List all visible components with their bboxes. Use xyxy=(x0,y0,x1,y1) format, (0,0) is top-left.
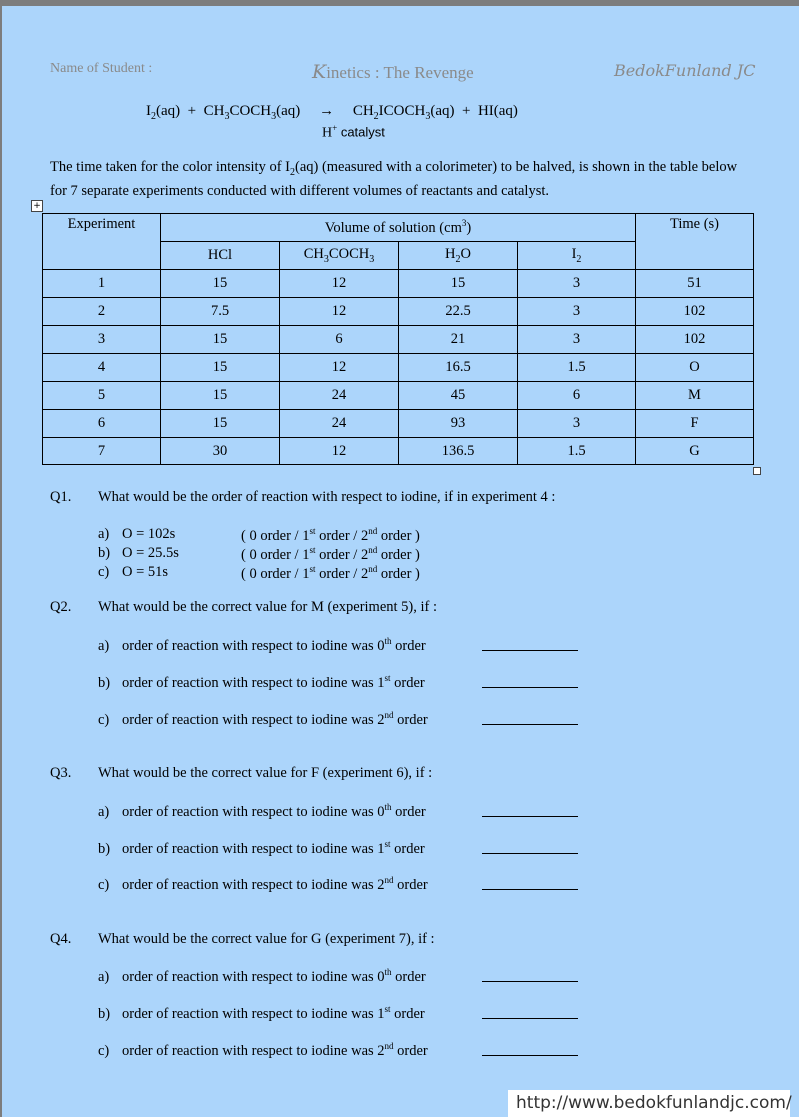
title-initial: K xyxy=(312,61,327,83)
header-water xyxy=(399,242,518,270)
table-move-handle[interactable]: + xyxy=(31,200,43,212)
sub-question xyxy=(98,710,428,729)
catalyst-sup: + xyxy=(332,123,338,133)
option-value: O = 25.5s xyxy=(122,545,179,561)
answer-blank[interactable] xyxy=(482,724,578,725)
sub-question-label: b) xyxy=(98,674,111,691)
q1-option xyxy=(98,526,240,543)
footer-url-banner xyxy=(508,1090,790,1117)
option-label: b) xyxy=(98,545,111,561)
table-cell: 1 xyxy=(43,270,161,298)
order-word: order xyxy=(393,1042,428,1059)
header-acetone xyxy=(280,242,399,270)
table-cell: 1.5 xyxy=(518,354,636,382)
eq-sub: 2 xyxy=(373,111,379,122)
answer-blank[interactable] xyxy=(482,981,578,982)
sub-question xyxy=(98,636,426,655)
order-sup: nd xyxy=(384,1041,394,1051)
header-iodine xyxy=(518,242,636,270)
sub-question xyxy=(98,1041,428,1060)
table-cell: O xyxy=(636,354,754,382)
choice-sup: st xyxy=(309,526,316,536)
header-volume-text: Volume of solution (cm xyxy=(324,219,462,236)
sub-question-text: order of reaction with respect to iodine was xyxy=(122,968,378,985)
choice-text: order / 2 xyxy=(315,565,369,582)
choice-text: order / 2 xyxy=(315,527,369,544)
question-text: What would be the correct value for M (experiment 5), if : xyxy=(98,599,438,615)
choice-sup: nd xyxy=(368,564,378,574)
option-value: O = 51s xyxy=(122,564,169,580)
table-cell: 45 xyxy=(399,382,518,410)
sub-question xyxy=(98,875,428,894)
order-word: order xyxy=(393,876,428,893)
answer-blank[interactable] xyxy=(482,687,578,688)
intro-part2: (aq) (measured with a colorimeter) to be halved, is shown in the table below for 7 separate experiments conducted with different volumes of reactants and catalyst. xyxy=(50,159,738,199)
option-label: c) xyxy=(98,564,110,580)
sub-question-text: order of reaction with respect to iodine was xyxy=(122,803,378,820)
answer-blank[interactable] xyxy=(482,1018,578,1019)
table-cell: 15 xyxy=(161,326,280,354)
order-word: order xyxy=(390,840,425,857)
table-cell: 6 xyxy=(518,382,636,410)
choice-sup: nd xyxy=(368,526,378,536)
table-cell: 102 xyxy=(636,326,754,354)
question-text: What would be the order of reaction with respect to iodine, if in experiment 4 : xyxy=(98,489,556,505)
experiment-table xyxy=(42,213,754,465)
order-sup: st xyxy=(384,1004,391,1014)
catalyst-text: catalyst xyxy=(337,124,385,140)
table-cell: 15 xyxy=(161,382,280,410)
order-number: 0 xyxy=(377,803,385,820)
order-choices[interactable] xyxy=(241,564,420,583)
table-cell: 3 xyxy=(518,326,636,354)
order-choices[interactable] xyxy=(241,545,420,564)
eq-state: (aq) xyxy=(430,103,455,119)
order-sup: th xyxy=(384,802,392,812)
title-suffix: : The Revenge xyxy=(374,63,474,82)
table-cell: 1.5 xyxy=(518,438,636,465)
order-sup: th xyxy=(384,636,392,646)
header-volume-end: ) xyxy=(466,219,472,236)
order-number: 1 xyxy=(377,840,385,857)
intro-paragraph xyxy=(50,158,750,201)
eq-sub: 3 xyxy=(425,111,431,122)
title-rest: inetics xyxy=(326,63,371,82)
question-1 xyxy=(50,489,555,506)
table-cell: 15 xyxy=(161,270,280,298)
eq-sub: 3 xyxy=(271,111,277,122)
header-experiment: Experiment xyxy=(43,214,161,270)
answer-blank[interactable] xyxy=(482,816,578,817)
eq-acetone-mid: COCH xyxy=(229,103,272,119)
choice-text: order ) xyxy=(377,527,420,544)
header-volume xyxy=(161,214,636,242)
water-a: H xyxy=(445,246,456,263)
acetone-sub: 3 xyxy=(323,253,329,265)
sub-question-text: order of reaction with respect to iodine was xyxy=(122,1042,378,1059)
sub-question-text: order of reaction with respect to iodine was xyxy=(122,674,378,691)
order-sup: st xyxy=(384,839,391,849)
choice-text: order / 2 xyxy=(315,546,369,563)
table-cell: 24 xyxy=(280,410,399,438)
table-cell: 51 xyxy=(636,270,754,298)
choice-text: ( 0 order / 1 xyxy=(241,565,310,582)
table-cell: 3 xyxy=(518,298,636,326)
table-cell: 24 xyxy=(280,382,399,410)
choice-text: order ) xyxy=(377,565,420,582)
water-sub: 2 xyxy=(455,253,461,265)
header-volume-sup: 3 xyxy=(461,218,467,229)
answer-blank[interactable] xyxy=(482,1055,578,1056)
eq-hi: HI(aq) xyxy=(477,103,518,119)
sub-question-text: order of reaction with respect to iodine was xyxy=(122,637,378,654)
header-time: Time (s) xyxy=(636,214,754,270)
question-text: What would be the correct value for F (experiment 6), if : xyxy=(98,765,433,781)
table-cell: 7.5 xyxy=(161,298,280,326)
choice-sup: st xyxy=(309,545,316,555)
table-cell: 15 xyxy=(161,410,280,438)
sub-question xyxy=(98,1004,425,1023)
table-cell: 12 xyxy=(280,354,399,382)
question-3 xyxy=(50,765,432,782)
question-number: Q3. xyxy=(50,765,72,781)
choice-sup: nd xyxy=(368,545,378,555)
table-cell: 21 xyxy=(399,326,518,354)
eq-product: CH xyxy=(352,103,374,119)
q1-option xyxy=(98,545,240,562)
order-number: 2 xyxy=(377,711,385,728)
table-cell: 136.5 xyxy=(399,438,518,465)
eq-state: (aq) xyxy=(156,103,181,119)
table-cell: 2 xyxy=(43,298,161,326)
answer-blank[interactable] xyxy=(482,650,578,651)
table-cell: 12 xyxy=(280,438,399,465)
question-number: Q1. xyxy=(50,489,72,505)
option-label: a) xyxy=(98,526,110,542)
sub-question-label: b) xyxy=(98,840,111,857)
table-cell: 6 xyxy=(280,326,399,354)
choice-text: ( 0 order / 1 xyxy=(241,546,310,563)
order-number: 2 xyxy=(377,876,385,893)
table-row xyxy=(43,410,754,438)
question-number: Q2. xyxy=(50,599,72,615)
table-cell: 15 xyxy=(399,270,518,298)
table-cell: 4 xyxy=(43,354,161,382)
order-word: order xyxy=(391,637,426,654)
table-cell: 3 xyxy=(518,270,636,298)
table-cell: 102 xyxy=(636,298,754,326)
order-word: order xyxy=(393,711,428,728)
eq-plus: + xyxy=(461,103,471,119)
table-cell: 12 xyxy=(280,298,399,326)
order-sup: nd xyxy=(384,710,394,720)
eq-plus: + xyxy=(187,103,197,119)
question-number: Q4. xyxy=(50,931,72,947)
acetone-sub: 3 xyxy=(369,253,375,265)
iodine-sub: 2 xyxy=(576,253,582,265)
intro-part1: The time taken for the color intensity of I xyxy=(50,159,290,175)
choice-sup: st xyxy=(309,564,316,574)
eq-acetone: CH xyxy=(203,103,225,119)
water-b: O xyxy=(460,246,471,263)
table-resize-handle[interactable] xyxy=(753,467,761,475)
order-word: order xyxy=(391,968,426,985)
table-row xyxy=(43,354,754,382)
table-cell: M xyxy=(636,382,754,410)
option-value: O = 102s xyxy=(122,526,176,542)
table-row xyxy=(43,270,754,298)
table-cell: 30 xyxy=(161,438,280,465)
student-name-label: Name of Student : xyxy=(50,61,153,76)
reaction-equation xyxy=(146,103,518,122)
sub-question-label: c) xyxy=(98,711,110,728)
sub-question xyxy=(98,802,426,821)
sub-question-label: b) xyxy=(98,1005,111,1022)
eq-state: (aq) xyxy=(276,103,301,119)
table-cell: 7 xyxy=(43,438,161,465)
table-cell: 12 xyxy=(280,270,399,298)
question-4 xyxy=(50,931,435,948)
header-hcl: HCl xyxy=(161,242,280,270)
eq-sub: 2 xyxy=(151,111,156,122)
order-word: order xyxy=(390,1005,425,1022)
table-cell: 16.5 xyxy=(399,354,518,382)
sub-question-text: order of reaction with respect to iodine was xyxy=(122,711,378,728)
sub-question-label: c) xyxy=(98,876,110,893)
sub-question xyxy=(98,839,425,858)
choice-text: ( 0 order / 1 xyxy=(241,527,310,544)
table-row xyxy=(43,382,754,410)
sub-question-text: order of reaction with respect to iodine was xyxy=(122,876,378,893)
catalyst-label xyxy=(322,123,385,142)
q1-option xyxy=(98,564,240,581)
table-cell: 3 xyxy=(518,410,636,438)
order-choices[interactable] xyxy=(241,526,420,545)
acetone-a: CH xyxy=(303,246,324,263)
answer-blank[interactable] xyxy=(482,853,578,854)
sub-question xyxy=(98,967,426,986)
table-row xyxy=(43,298,754,326)
order-number: 1 xyxy=(377,1005,385,1022)
acetone-b: COCH xyxy=(328,246,370,263)
school-name: BedokFunland JC xyxy=(614,61,756,80)
order-word: order xyxy=(390,674,425,691)
order-number: 2 xyxy=(377,1042,385,1059)
question-text: What would be the correct value for G (experiment 7), if : xyxy=(98,931,435,947)
sub-question xyxy=(98,673,425,692)
sub-question-text: order of reaction with respect to iodine was xyxy=(122,840,378,857)
table-row xyxy=(43,438,754,465)
worksheet-title xyxy=(312,61,474,83)
question-2 xyxy=(50,599,437,616)
table-cell: 5 xyxy=(43,382,161,410)
table-cell: 93 xyxy=(399,410,518,438)
table-cell: G xyxy=(636,438,754,465)
table-cell: F xyxy=(636,410,754,438)
sub-question-label: a) xyxy=(98,803,110,820)
iodine-a: I xyxy=(571,246,577,263)
sub-question-label: a) xyxy=(98,637,110,654)
order-number: 0 xyxy=(377,968,385,985)
order-number: 0 xyxy=(377,637,385,654)
order-word: order xyxy=(391,803,426,820)
catalyst-h: H xyxy=(322,125,333,141)
order-number: 1 xyxy=(377,674,385,691)
eq-product-mid: ICOCH xyxy=(378,103,426,119)
sub-question-label: c) xyxy=(98,1042,110,1059)
order-sup: st xyxy=(384,673,391,683)
order-sup: nd xyxy=(384,875,394,885)
choice-text: order ) xyxy=(377,546,420,563)
order-sup: th xyxy=(384,967,392,977)
eq-iodine: I xyxy=(146,103,151,119)
eq-sub: 3 xyxy=(224,111,230,122)
table-cell: 3 xyxy=(43,326,161,354)
table-cell: 6 xyxy=(43,410,161,438)
table-cell: 15 xyxy=(161,354,280,382)
sub-question-label: a) xyxy=(98,968,110,985)
answer-blank[interactable] xyxy=(482,889,578,890)
footer-url[interactable]: http://www.bedokfunlandjc.com/ xyxy=(516,1093,792,1113)
table-row xyxy=(43,326,754,354)
intro-sub: 2 xyxy=(289,166,295,178)
eq-arrow: → xyxy=(319,103,335,119)
table-cell: 22.5 xyxy=(399,298,518,326)
sub-question-text: order of reaction with respect to iodine was xyxy=(122,1005,378,1022)
